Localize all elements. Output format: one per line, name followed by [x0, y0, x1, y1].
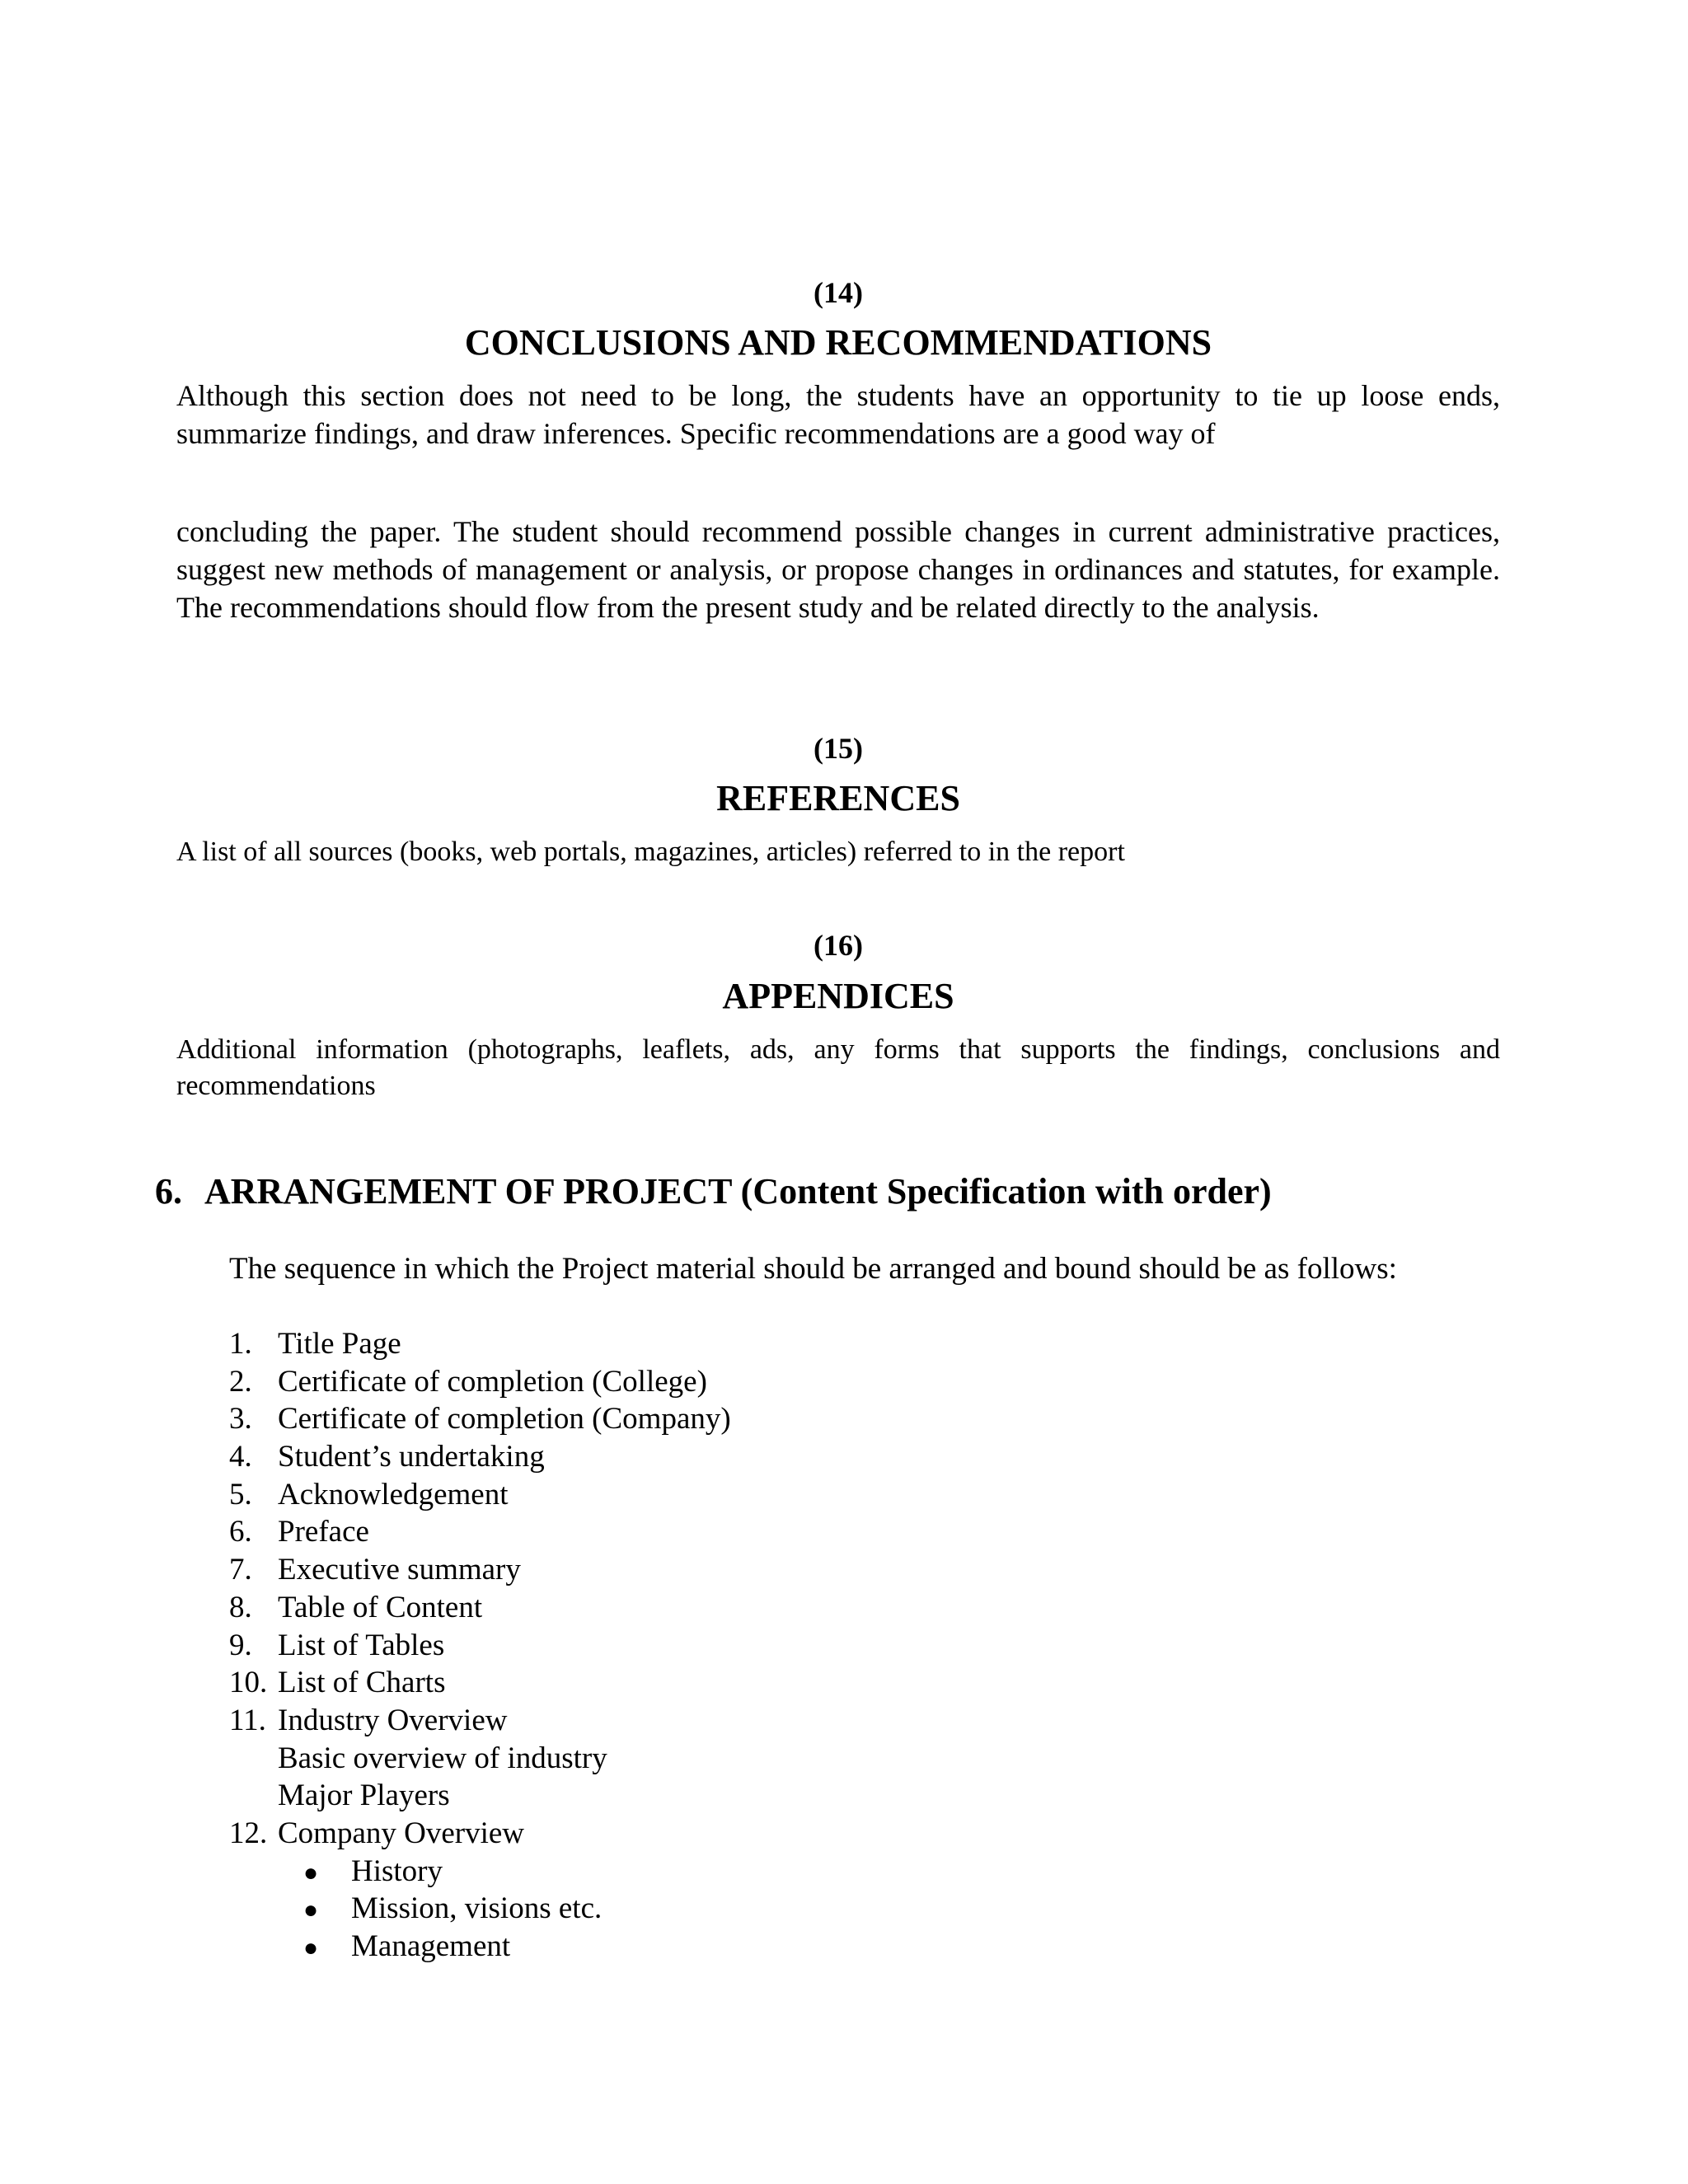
bullet-icon: ●	[303, 1896, 319, 1924]
arrangement-list	[229, 1325, 1218, 1966]
appendices-paragraph: Additional information (photographs, leaflets, ads, any forms that supports the findings, conclusions and recommendations	[176, 1034, 1500, 1101]
section-heading-references: REFERENCES	[716, 778, 960, 818]
arrangement-number: 6.	[155, 1171, 182, 1212]
list-item: 8. Table of Content	[229, 1590, 483, 1624]
conclusions-paragraph-part1: Although this section does not need to be long, the students have an opportunity to tie up loose ends, summarize findings, and draw inferences. Specific recommendations are a good way of	[176, 379, 1500, 450]
section-heading-conclusions: CONCLUSIONS AND RECOMMENDATIONS	[464, 322, 1212, 363]
list-item: 2. Certificate of completion (College)	[229, 1364, 707, 1399]
bullet-item: ● Mission, visions etc.	[229, 1890, 1218, 1928]
bullet-item: ● Management	[229, 1928, 1218, 1966]
section-heading-appendices: APPENDICES	[722, 976, 954, 1016]
section-number: (16)	[814, 929, 863, 962]
list-item: 11. Industry Overview	[229, 1703, 508, 1737]
arrangement-title: ARRANGEMENT OF PROJECT (Content Specification with order)	[204, 1171, 1272, 1212]
list-item: 3. Certificate of completion (Company)	[229, 1402, 731, 1436]
section-number: (15)	[814, 732, 863, 765]
list-item: 9. List of Tables	[229, 1628, 445, 1662]
list-item: 7. Executive summary	[229, 1553, 521, 1587]
sub-list-item: Basic overview of industry	[278, 1741, 607, 1775]
list-item: 6. Preface	[229, 1515, 369, 1549]
references-paragraph: A list of all sources (books, web portals, magazines, articles) referred to in the report	[176, 837, 1125, 867]
list-item: 10. List of Charts	[229, 1666, 446, 1700]
sub-list-item: Major Players	[278, 1779, 450, 1813]
bullet-icon: ●	[303, 1858, 319, 1886]
list-item: 1. Title Page	[229, 1327, 401, 1361]
list-item: 12. Company Overview	[229, 1816, 525, 1850]
list-item: 4. Student’s undertaking	[229, 1440, 545, 1474]
section-number: (14)	[814, 276, 863, 309]
list-item: 5. Acknowledgement	[229, 1477, 509, 1511]
bullet-icon: ●	[303, 1934, 319, 1961]
bullet-item: ● History	[229, 1853, 1218, 1891]
conclusions-paragraph-part2: concluding the paper. The student should recommend possible changes in current administrative practices, suggest new methods of management or analysis, or propose changes in ordinances and statutes, for example. The recommendations should flow from the present study and be related directly to the analysis.	[176, 515, 1500, 624]
arrangement-heading	[155, 1170, 1556, 1213]
arrangement-intro: The sequence in which the Project material should be arranged and bound should be as follows:	[229, 1252, 1397, 1286]
